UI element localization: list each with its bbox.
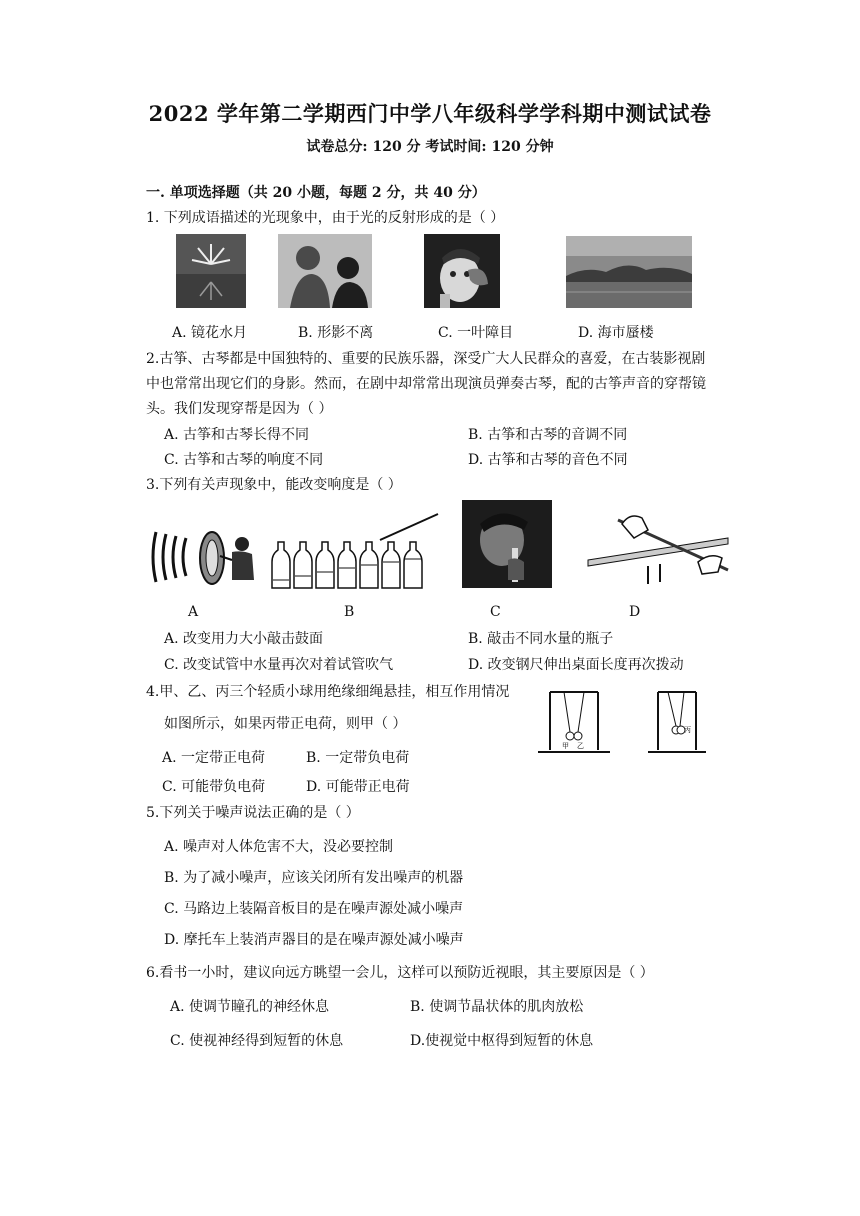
q1-image-a bbox=[176, 234, 246, 308]
q3-figure-c bbox=[462, 500, 552, 588]
q1-image-b-silhouette-icon bbox=[278, 234, 372, 308]
q3-option-c: C. 改变试管中水量再次对着试管吹气 bbox=[164, 657, 394, 673]
q5-option-d: D. 摩托车上装消声器目的是在噪声源处减小噪声 bbox=[164, 932, 464, 948]
q6-option-a: A. 使调节瞳孔的神经休息 bbox=[170, 999, 330, 1015]
question-5-stem: 5.下列关于噪声说法正确的是（ ） bbox=[146, 805, 360, 821]
q5-option-c: C. 马路边上装隔音板目的是在噪声源处减小噪声 bbox=[164, 901, 464, 917]
q4-label-jia: 甲 bbox=[562, 742, 569, 750]
q3-figure-b-bottles-icon bbox=[270, 510, 440, 600]
q4-figure-pendulums bbox=[534, 688, 724, 760]
q3-figure-label-a: A bbox=[188, 604, 199, 620]
question-2-line-1: 2.古筝、古琴都是中国独特的、重要的民族乐器，深受广大人民群众的喜爱，在古装影视剧 bbox=[146, 351, 706, 367]
q4-option-c: C. 可能带负电荷 bbox=[162, 779, 266, 795]
q2-option-d: D. 古筝和古琴的音色不同 bbox=[468, 452, 628, 468]
q1-option-a: A. 镜花水月 bbox=[172, 325, 248, 341]
q1-image-a-flower-icon bbox=[176, 234, 246, 308]
q4-label-bing: 丙 bbox=[684, 726, 691, 734]
q4-label-yi-left: 乙 bbox=[577, 742, 584, 750]
q3-option-d: D. 改变钢尺伸出桌面长度再次拨动 bbox=[468, 657, 684, 673]
q4-option-d: D. 可能带正电荷 bbox=[306, 779, 410, 795]
q1-image-c-leaf-face-icon bbox=[424, 234, 500, 308]
section-heading: 一. 单项选择题（共 20 小题，每题 2 分，共 40 分） bbox=[146, 185, 486, 201]
q1-option-d: D. 海市蜃楼 bbox=[578, 325, 654, 341]
q2-option-c: C. 古筝和古琴的响度不同 bbox=[164, 452, 324, 468]
q6-option-d: D.使视觉中枢得到短暂的休息 bbox=[410, 1033, 594, 1049]
q1-image-d bbox=[566, 236, 692, 308]
question-2-line-3: 头。我们发现穿帮是因为（ ） bbox=[146, 401, 333, 417]
question-2-line-2: 中也常常出现它们的身影。然而，在剧中却常常出现演员弹奏古琴，配的古筝声音的穿帮镜 bbox=[146, 376, 706, 392]
exam-title: 2022 学年第二学期西门中学八年级科学学科期中测试试卷 bbox=[148, 101, 712, 126]
q1-image-c bbox=[424, 234, 500, 308]
q6-option-c: C. 使视神经得到短暂的休息 bbox=[170, 1033, 344, 1049]
question-4-line-2: 如图所示，如果丙带正电荷，则甲（ ） bbox=[164, 716, 407, 732]
exam-subtitle: 试卷总分: 120 分 考试时间: 120 分钟 bbox=[306, 139, 554, 155]
q2-option-a: A. 古筝和古琴长得不同 bbox=[164, 427, 310, 443]
q3-figure-c-blowing-tube-icon bbox=[462, 500, 552, 588]
q3-figure-a-drum-icon bbox=[148, 522, 268, 592]
question-1-stem: 1. 下列成语描述的光现象中，由于光的反射形成的是（ ） bbox=[146, 210, 505, 226]
q3-figure-label-c: C bbox=[490, 604, 501, 620]
question-6-stem: 6.看书一小时，建议向远方眺望一会儿，这样可以预防近视眼，其主要原因是（ ） bbox=[146, 965, 654, 981]
q5-option-b: B. 为了减小噪声，应该关闭所有发出噪声的机器 bbox=[164, 870, 464, 886]
q3-figure-label-b: B bbox=[344, 604, 355, 620]
q3-option-a: A. 改变用力大小敲击鼓面 bbox=[164, 631, 324, 647]
q4-option-b: B. 一定带负电荷 bbox=[306, 750, 410, 766]
q5-option-a: A. 噪声对人体危害不大，没必要控制 bbox=[164, 839, 394, 855]
q3-option-b: B. 敲击不同水量的瓶子 bbox=[468, 631, 614, 647]
q2-option-b: B. 古筝和古琴的音调不同 bbox=[468, 427, 628, 443]
q3-figure-label-d: D bbox=[629, 604, 641, 620]
question-3-stem: 3.下列有关声现象中，能改变响度是（ ） bbox=[146, 477, 402, 493]
q1-image-b bbox=[278, 234, 372, 308]
q4-option-a: A. 一定带正电荷 bbox=[162, 750, 266, 766]
q1-option-b: B. 形影不离 bbox=[298, 325, 374, 341]
question-4-line-1: 4.甲、乙、丙三个轻质小球用绝缘细绳悬挂，相互作用情况 bbox=[146, 684, 510, 700]
q6-option-b: B. 使调节晶状体的肌肉放松 bbox=[410, 999, 584, 1015]
q1-image-d-mirage-icon bbox=[566, 236, 692, 308]
q1-option-c: C. 一叶障目 bbox=[438, 325, 514, 341]
q3-figure-d-ruler-icon bbox=[578, 510, 738, 590]
